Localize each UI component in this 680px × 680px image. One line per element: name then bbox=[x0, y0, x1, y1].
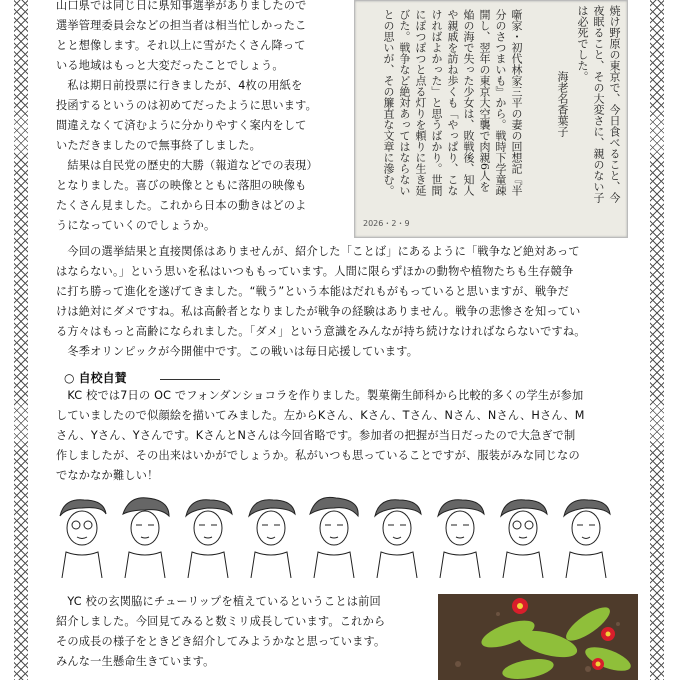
yc-line: みんな一生懸命生きています。 bbox=[56, 655, 215, 668]
kc-line: でなかなか難しい！ bbox=[56, 469, 159, 482]
portrait-sketch bbox=[180, 494, 236, 578]
left-line: 投函するというのは初めてだったように思います。 bbox=[56, 99, 318, 112]
portrait-sketch bbox=[117, 494, 173, 578]
portrait-sketch bbox=[54, 494, 110, 578]
clipping-column: との思いが、その簾直な文章に滲む。 bbox=[382, 9, 395, 196]
body-line: はならない。」という思いを私はいつももっています。人間に限らずほかの動物や植物たちも生存競争 bbox=[56, 265, 574, 278]
section-underline bbox=[160, 379, 220, 380]
portrait-sketch bbox=[306, 494, 362, 578]
clipping-column: 夜眠ること、その大変さに、親のない子 bbox=[592, 5, 605, 203]
portrait-sketch bbox=[558, 494, 614, 578]
kc-line: KC 校では7日の OC でフォンダンショコラを作りました。製菓衛生師科から比較的多くの学生が参加 bbox=[56, 389, 584, 402]
newspaper-clipping bbox=[354, 0, 628, 238]
body-line: 今回の選挙結果と直接関係はありませんが、紹介した「ことば」にあるように「戦争など絶対あって bbox=[56, 245, 580, 258]
portrait-sketch bbox=[432, 494, 488, 578]
portrait-sketch bbox=[369, 494, 425, 578]
left-line: 結果は自民党の歴史的大勝（報道などでの表現） bbox=[56, 159, 318, 172]
page-content bbox=[40, 0, 640, 680]
body-line: けは絶対にダメですね。私は高齢者となりましたが戦争の経験はありません。戦争の悲惨さを知ってい bbox=[56, 305, 581, 318]
kc-line: さん、Yさん、Yさんです。KさんとNさんは今回省略です。参加者の把握が当日だったので大急ぎで制 bbox=[56, 429, 576, 442]
left-line: 山口県では同じ日に県知事選挙がありましたので bbox=[56, 0, 307, 12]
yc-line: その成長の様子をときどき紹介してみようかなと思っています。 bbox=[56, 635, 386, 648]
portrait-sketches bbox=[54, 494, 640, 578]
left-line: いただきましたので無事終了しました。 bbox=[56, 139, 261, 152]
clipping-column: は必死でした。 bbox=[576, 5, 589, 82]
right-decorative-border bbox=[650, 0, 664, 680]
clipping-column: や親戚を訪ね歩くも「やっぱり、こな bbox=[446, 9, 459, 196]
clipping-column: びた。戦争など絶対あってはならない bbox=[398, 9, 411, 196]
clipping-column: ければよかった」と思うばかり。世間 bbox=[430, 9, 443, 196]
left-line: うになっていくのでしょうか。 bbox=[56, 219, 216, 232]
portrait-sketch bbox=[495, 494, 551, 578]
clipping-author: 海老名香葉子 bbox=[556, 71, 569, 137]
clipping-column: 焼け野原の東京で、今日食べること、今 bbox=[608, 5, 621, 203]
left-line: いる地域はもっと大変だったことでしょう。 bbox=[56, 59, 284, 72]
left-line: となりました。喜びの映像とともに落胆の映像も bbox=[56, 179, 307, 192]
left-line: とと想像します。それ以上に雪がたくさん降って bbox=[56, 39, 306, 52]
clipping-column: 焔の海で失った少女は、敗戦後、知人 bbox=[462, 9, 475, 196]
body-line: る方々はもっと高齢になられました。「ダメ」という意識をみんなが持ち続けなければならないですね。 bbox=[56, 325, 586, 338]
left-line: 選挙管理委員会などの担当者は相当忙しかったこ bbox=[56, 19, 307, 32]
yc-line: 紹介しました。今回見てみると数ミリ成長しています。これから bbox=[56, 615, 386, 628]
clipping-column: 分のさつまいも』から。戦時下学童疎 bbox=[494, 9, 507, 196]
clipping-date: 2026・2・9 bbox=[363, 219, 410, 228]
clipping-column: にぽつぽつと点る灯りを頼りに生き延 bbox=[414, 9, 427, 196]
section-heading: ○ 自校自賛 bbox=[64, 371, 127, 385]
yc-line: YC 校の玄関脇にチューリップを植えているということは前回 bbox=[56, 595, 381, 608]
body-line: に打ち勝って進化を遂げてきました。“戦う”という本能はだれもがもっていると思いますが、戦争だ bbox=[56, 285, 570, 298]
left-decorative-border bbox=[14, 0, 28, 680]
left-line: 間違えなくて済むように分かりやすく案内をして bbox=[56, 119, 307, 132]
kc-line: 作しましたが、その出来はいかがでしょうか。私がいつも思っていることですが、服装がみな同じなの bbox=[56, 449, 580, 462]
left-line: 私は期日前投票に行きましたが、4枚の用紙を bbox=[56, 79, 303, 92]
body-line: 冬季オリンピックが今開催中です。この戦いは毎日応援しています。 bbox=[56, 345, 419, 358]
tulip-photo bbox=[438, 594, 638, 680]
clipping-column: 噺家・初代林家三平の妻の回想記『半 bbox=[510, 9, 523, 196]
kc-line: していましたので似顔絵を描いてみました。左からKさん、Kさん、Tさん、Nさん、Nさん、Hさん、M bbox=[56, 409, 585, 422]
left-line: たくさん見ました。これから日本の動きはどのよ bbox=[56, 199, 307, 212]
portrait-sketch bbox=[243, 494, 299, 578]
clipping-column: 開し、翌年の東京大空襲で肉親6人を bbox=[478, 9, 491, 192]
